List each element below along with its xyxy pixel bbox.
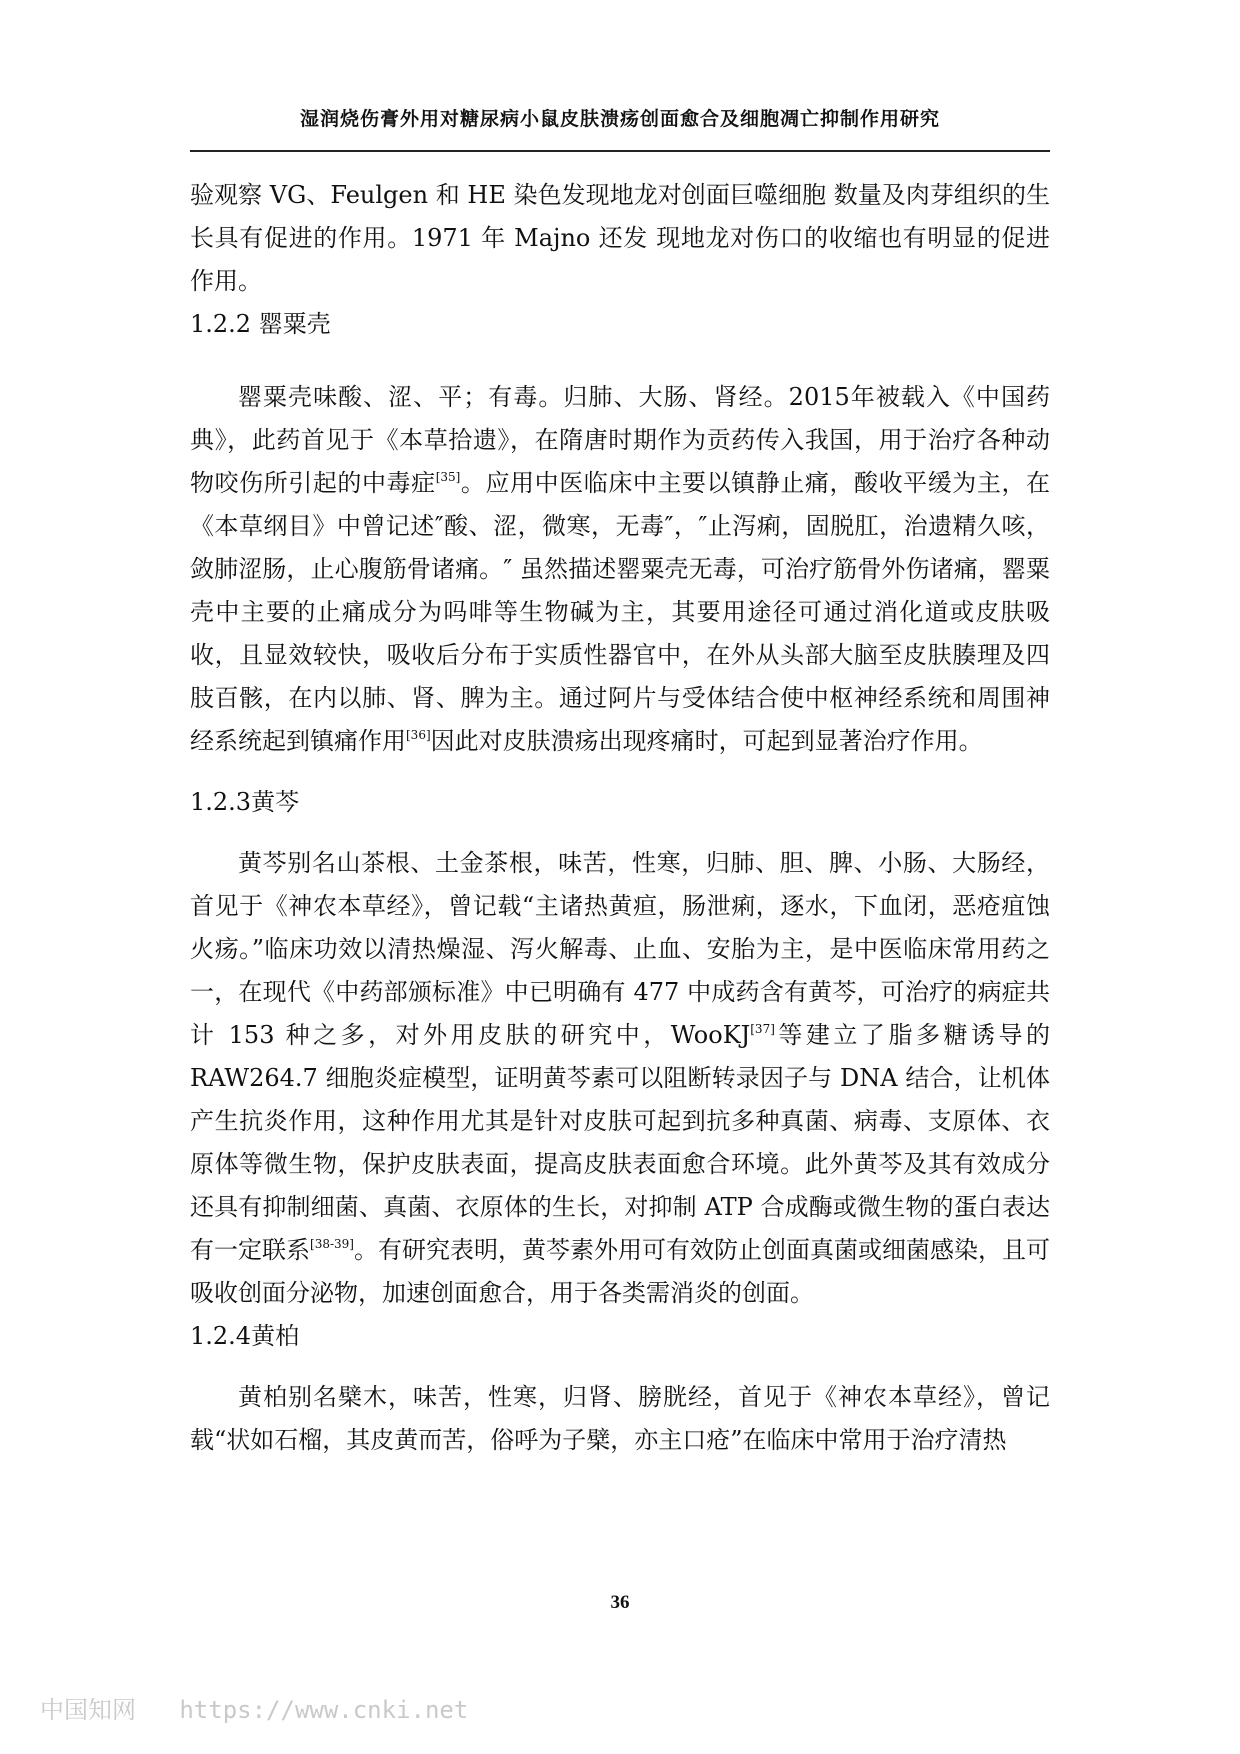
section-heading-1-2-2: 1.2.2 罂粟壳 (190, 310, 331, 338)
page-number: 36 (610, 1592, 630, 1613)
citation-ref: [35] (435, 470, 461, 484)
paragraph-scutellaria (190, 842, 1050, 1315)
section-heading-1-2-4: 1.2.4黄柏 (190, 1322, 300, 1350)
paragraph-text: 。有研究表明，黄芩素外用可有效防止创面真菌或细菌感染，且可吸收创面分泌物，加速创面愈合，用于各类需消炎的创面。 (190, 1236, 1051, 1307)
running-header: 湿润烧伤膏外用对糖尿病小鼠皮肤溃疡创面愈合及细胞凋亡抑制作用研究 (299, 108, 940, 130)
paragraph-text: 黄芩别名山茶根、土金茶根，味苦，性寒，归肺、胆、脾、小肠、大肠经，首见于《神农本草经》，曾记载“主诸热黄疸，肠泄痢，逐水，下血闭，恶疮疽蚀火疡。”临床功效以清热燥湿、泻火解毒、止血、安胎为主，是中医临床常用药之一，在现代《中药部颁标准》中已明确有 477 中成药含有黄芩，可治疗的病症共计 153 种之多，对外用皮肤的研究中，WooKJ (190, 849, 1050, 1049)
citation-ref: [37] (750, 1022, 775, 1036)
paragraph-text: 因此对皮肤溃疡出现疼痛时，可起到显著治疗作用。 (430, 727, 983, 755)
paragraph-text: 。应用中医临床中主要以镇静止痛，酸收平缓为主，在《本草纲目》中曾记述″酸、涩，微寒，无毒″，″止泻痢，固脱肛，治遗精久咳，敛肺涩肠，止心腹筋骨诸痛。″ 虽然描述罂粟壳无毒，可治疗筋骨外伤诸痛，罂粟壳中主要的止痛成分为吗啡等生物碱为主，其要用途径可通过消化道或皮肤吸收，且显效较快，吸收后分布于实质性器官中，在外从头部大脑至皮肤腠理及四肢百骸，在内以肺、肾、脾为主。通过阿片与受体结合使中枢神经系统和周围神经系统起到镇痛作用 (190, 469, 1051, 755)
page-body (190, 174, 1050, 1462)
paragraph-text: 等建立了脂多糖诱导的 RAW264.7 细胞炎症模型，证明黄芩素可以阻断转录因子与 DNA 结合，让机体产生抗炎作用，这种作用尤其是针对皮肤可起到抗多种真菌、病毒、支原体、衣原体等微生物，保护皮肤表面，提高皮肤表面愈合环境。此外黄芩及其有效成分还具有抑制细菌、真菌、衣原体的生长，对抑制 ATP 合成酶或微生物的蛋白表达有一定联系 (190, 1021, 1050, 1264)
citation-ref: [36] (406, 728, 431, 742)
header-rule (190, 150, 1050, 152)
paragraph-text: 罂粟壳味酸、涩、平；有毒。归肺、大肠、肾经。2015年被载入《中国药典》，此药首见于《本草拾遗》，在隋唐时期作为贡药传入我国，用于治疗各种动物咬伤所引起的中毒症 (190, 383, 1050, 497)
paragraph-phellodendron: 黄柏别名檗木，味苦，性寒，归肾、膀胱经，首见于《神农本草经》，曾记载“状如石榴，其皮黄而苦，俗呼为子檗，亦主口疮”在临床中常用于治疗清热 (190, 1383, 1050, 1454)
section-heading-1-2-3: 1.2.3黄芩 (190, 788, 300, 816)
paragraph-earthworm-continued: 验观察 VG、Feulgen 和 HE 染色发现地龙对创面巨噬细胞 数量及肉芽组织的生长具有促进的作用。1971 年 Majno 还发 现地龙对伤口的收缩也有明显的促进作用。 (190, 181, 1050, 295)
cnki-watermark: 中国知网 https://www.cnki.net (40, 1696, 469, 1724)
citation-ref: [38-39] (310, 1237, 354, 1251)
paragraph-poppy-husk (190, 376, 1050, 763)
